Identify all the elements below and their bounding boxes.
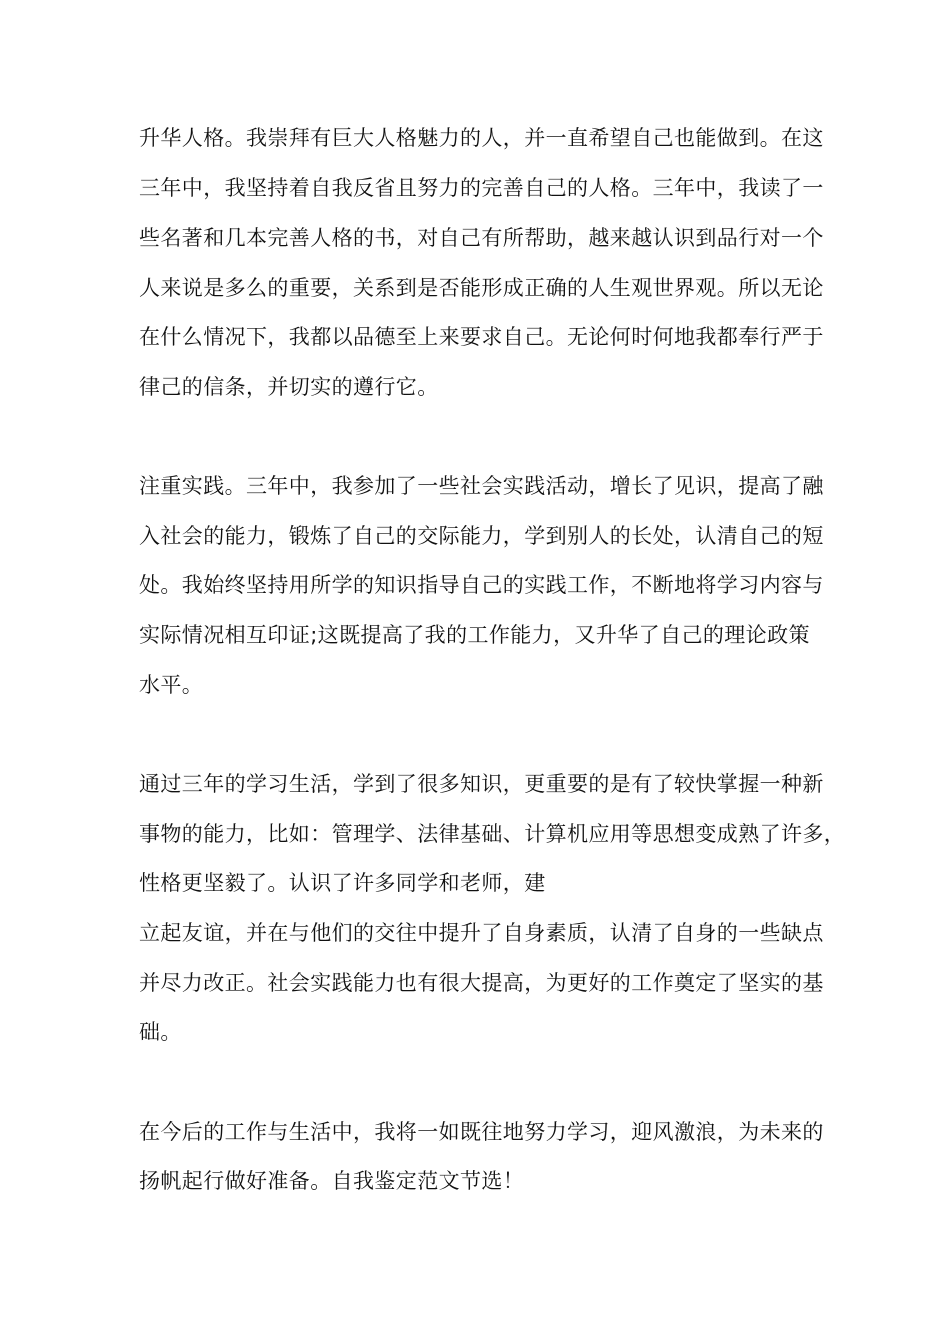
text-line: 并尽力改正。社会实践能力也有很大提高，为更好的工作奠定了坚实的基 — [139, 971, 824, 995]
text-line: 立起友谊，并在与他们的交往中提升了自身素质，认清了自身的一些缺点 — [139, 921, 824, 945]
text-line: 扬帆起行做好准备。自我鉴定范文节选！ — [139, 1169, 525, 1193]
text-line: 处。我始终坚持用所学的知识指导自己的实践工作，不断地将学习内容与 — [139, 573, 824, 597]
text-line: 事物的能力，比如：管理学、法律基础、计算机应用等思想变成熟了许多， — [139, 822, 846, 846]
text-line: 通过三年的学习生活，学到了很多知识，更重要的是有了较快掌握一种新 — [139, 772, 824, 796]
text-line: 升华人格。我崇拜有巨大人格魅力的人，并一直希望自己也能做到。在这 — [139, 126, 824, 150]
text-line: 三年中，我坚持着自我反省且努力的完善自己的人格。三年中，我读了一 — [139, 176, 824, 200]
text-line: 在什么情况下，我都以品德至上来要求自己。无论何时何地我都奉行严于 — [139, 325, 824, 349]
text-line: 入社会的能力，锻炼了自己的交际能力，学到别人的长处，认清自己的短 — [139, 524, 824, 548]
text-line: 实际情况相互印证;这既提高了我的工作能力，又升华了自己的理论政策 — [139, 623, 810, 647]
text-line: 律己的信条，并切实的遵行它。 — [139, 375, 439, 399]
text-line: 注重实践。三年中，我参加了一些社会实践活动，增长了见识，提高了融 — [139, 474, 824, 498]
text-line: 人来说是多么的重要，关系到是否能形成正确的人生观世界观。所以无论 — [139, 276, 824, 300]
text-line: 性格更坚毅了。认识了许多同学和老师，建 — [139, 871, 546, 895]
text-line: 础。 — [139, 1020, 182, 1044]
text-line: 在今后的工作与生活中，我将一如既往地努力学习，迎风激浪，为未来的 — [139, 1120, 824, 1144]
text-line: 些名著和几本完善人格的书，对自己有所帮助，越来越认识到品行对一个 — [139, 226, 824, 250]
text-line: 水平。 — [139, 673, 204, 697]
